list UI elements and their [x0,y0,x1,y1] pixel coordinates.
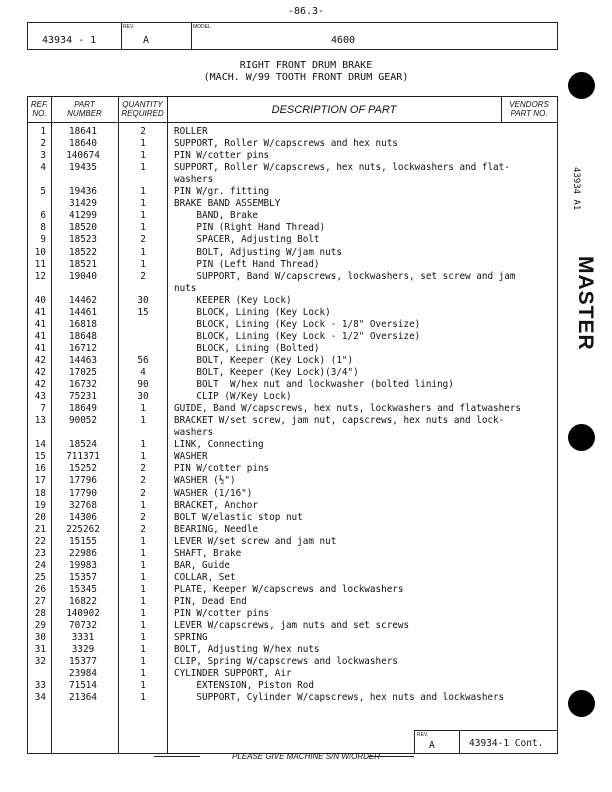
column-header-part-line: NUMBER [67,109,102,118]
quantity-cell: 1 [140,403,146,415]
ref-cell: 11 [34,258,46,270]
footer-rev-cell [415,731,460,753]
table-row [28,524,557,536]
ref-cell: 26 [34,583,46,595]
description-cell: PIN (Left Hand Thread) [174,258,320,270]
ref-cell: 40 [34,294,46,306]
quantity-cell: 1 [140,656,146,668]
description-cell: PIN W/gr. fitting [174,186,270,198]
description-cell: BOLT W/hex nut and lockwasher (bolted lining) [174,379,454,391]
ref-cell: 22 [34,535,46,547]
description-cell: SUPPORT, Band W/capscrews, lockwashers, set screw and jam [174,270,516,282]
description-cell: PLATE, Keeper W/capscrews and lockwashers [174,583,404,595]
part-number-cell: 140674 [66,150,100,162]
part-number-cell: 17790 [69,487,97,499]
punch-hole [568,424,595,451]
model-cell [191,23,556,49]
table-row [28,488,557,500]
ref-cell: 9 [40,234,46,246]
part-number-cell: 140902 [66,608,100,619]
title-line-1: RIGHT FRONT DRUM BRAKE [239,60,373,71]
ref-cell: 41 [34,330,46,342]
quantity-cell: 1 [140,644,146,656]
document-header [27,22,558,50]
doc-number-cell [28,23,122,49]
title-line-2: (MACH. W/99 TOOTH FRONT DRUM GEAR) [203,72,409,83]
footer-doc-cell [463,731,555,753]
description-cell: PIN W/cotter pins [174,463,270,475]
column-header-ref [28,100,51,118]
table-row [28,560,557,572]
table-row [28,186,557,198]
footer-note: PLEASE GIVE MACHINE S/N W/ORDER [231,752,381,761]
part-number-cell: 71514 [69,680,97,692]
ref-cell: 6 [40,210,46,222]
part-number-cell: 31429 [69,198,97,210]
part-number-cell: 15155 [69,535,97,547]
part-number-cell: 16822 [69,595,97,607]
table-row [28,584,557,596]
description-cell: LEVER W/set screw and jam nut [174,535,337,547]
quantity-cell: 1 [140,186,146,198]
quantity-cell: 1 [140,222,146,234]
table-row [28,668,557,680]
description-cell: CLIP (W/Key Lock) [174,391,292,403]
ref-cell: 34 [34,692,46,704]
part-number-cell: 17796 [69,475,97,487]
part-number-cell: 70732 [69,620,97,632]
description-cell: SPRING [174,632,208,644]
ref-cell: 25 [34,571,46,583]
table-row [28,271,557,283]
quantity-cell: 1 [140,499,146,511]
part-number-cell: 15377 [69,656,97,668]
table-row [28,548,557,560]
ref-cell: 33 [34,680,46,692]
ref-cell: 19 [34,499,46,511]
table-row [28,174,557,186]
table-row [28,536,557,548]
column-header-qty-line: REQUIRED [121,109,164,118]
ref-cell: 28 [34,608,46,619]
table-row [28,656,557,668]
description-cell: COLLAR, Set [174,571,236,583]
ref-cell: 42 [34,354,46,366]
part-number-cell: 32768 [69,499,97,511]
quantity-cell: 1 [140,198,146,210]
quantity-cell: 1 [140,451,146,463]
part-number-cell: 16818 [69,318,97,330]
part-number-cell: 3331 [71,632,95,644]
ref-cell: 29 [34,620,46,632]
table-row [28,644,557,656]
table-row [28,463,557,475]
side-doc-ref: 43934 A1 [571,167,581,211]
quantity-cell: 1 [140,559,146,571]
quantity-cell: 1 [140,258,146,270]
rev-cell [121,23,192,49]
table-row [28,247,557,259]
quantity-cell: 1 [140,547,146,559]
part-number-cell: 18648 [69,330,97,342]
quantity-cell: 1 [140,668,146,680]
table-row [28,451,557,463]
part-number-cell: 22986 [69,547,97,559]
description-cell: BLOCK, Lining (Key Lock - 1/2" Oversize) [174,330,421,342]
description-cell: PIN, Dead End [174,595,247,607]
table-row [28,307,557,319]
ref-cell: 13 [34,415,46,427]
ref-cell: 41 [34,318,46,330]
description-cell: BOLT, Keeper (Key Lock) (1") [174,354,354,366]
ref-cell: 4 [40,162,46,174]
header-divider [28,122,557,123]
part-number-cell: 18523 [69,234,97,246]
quantity-cell: 2 [140,523,146,535]
ref-cell: 43 [34,391,46,403]
description-cell: SUPPORT, Roller W/capscrews and hex nuts [174,138,398,150]
part-number-cell: 711371 [66,451,100,463]
part-number-cell: 18520 [69,222,97,234]
description-cell: PIN W/cotter pins [174,150,270,162]
part-number-cell: 14462 [69,294,97,306]
part-number-cell: 18522 [69,246,97,258]
ref-cell: 17 [34,475,46,487]
quantity-cell: 2 [140,463,146,475]
table-row [28,572,557,584]
quantity-cell: 1 [140,439,146,451]
column-header-ref-line: REF. [30,100,49,109]
part-number-cell: 19040 [69,270,97,282]
description-cell: BLOCK, Lining (Bolted) [174,342,320,354]
quantity-cell: 30 [137,294,149,306]
part-number-cell: 15252 [69,463,97,475]
rev-label: REV. [123,24,135,30]
ref-cell: 23 [34,547,46,559]
quantity-cell: 4 [140,367,146,378]
description-cell: nuts [174,282,197,294]
ref-cell: 20 [34,511,46,523]
quantity-cell: 1 [140,632,146,644]
footer-box [414,730,558,754]
table-row [28,198,557,210]
description-cell: PIN W/cotter pins [174,608,270,619]
ref-cell: 15 [34,451,46,463]
description-cell: BRACKET, Anchor [174,499,258,511]
part-number-cell: 3329 [71,644,95,656]
table-row [28,632,557,644]
table-row [28,295,557,307]
part-number-cell: 19983 [69,559,97,571]
footer-doc-cont: 43934-1 Cont. [469,738,544,749]
description-cell: BAND, Brake [174,210,258,222]
description-cell: BOLT W/elastic stop nut [174,511,303,523]
table-row [28,222,557,234]
table-row [28,150,557,162]
ref-cell: 31 [34,644,46,656]
master-stamp: MASTER [574,256,597,351]
table-row [28,439,557,451]
description-cell: BRAKE BAND ASSEMBLY [174,198,281,210]
quantity-cell: 1 [140,583,146,595]
ref-cell: 7 [40,403,46,415]
part-number-cell: 14461 [69,306,97,318]
table-row [28,391,557,403]
table-row [28,475,557,487]
description-cell: KEEPER (Key Lock) [174,294,292,306]
ref-cell: 10 [34,246,46,258]
part-number-cell: 18641 [69,126,97,137]
table-row [28,138,557,150]
description-cell: LINK, Connecting [174,439,264,451]
column-header-qty-line: QUANTITY [122,100,163,109]
rev-value: A [143,35,150,46]
part-number-cell: 19435 [69,162,97,174]
table-row [28,415,557,427]
part-number-cell: 16732 [69,379,97,391]
table-row [28,596,557,608]
table-row [28,162,557,174]
quantity-cell: 1 [140,608,146,619]
part-number-cell: 90052 [69,415,97,427]
description-cell: BLOCK, Lining (Key Lock) [174,306,331,318]
quantity-cell: 1 [140,162,146,174]
part-number-cell: 16712 [69,342,97,354]
table-row [28,210,557,222]
description-cell: CYLINDER SUPPORT, Air [174,668,292,680]
table-row [28,126,557,138]
model-label: MODEL [193,24,211,30]
table-row [28,234,557,246]
description-cell: SPACER, Adjusting Bolt [174,234,320,246]
description-cell: ROLLER [174,126,208,137]
part-number-cell: 18640 [69,138,97,150]
part-number-cell: 75231 [69,391,97,403]
quantity-cell: 90 [137,379,149,391]
footer-rev-label: REV. [417,732,429,738]
description-cell: washers [174,427,214,439]
part-number-cell: 17025 [69,367,97,378]
table-row [28,355,557,367]
description-cell: BEARING, Needle [174,523,258,535]
ref-cell: 42 [34,367,46,378]
description-cell: BLOCK, Lining (Key Lock - 1/8" Oversize) [174,318,421,330]
part-number-cell: 14306 [69,511,97,523]
parts-table [27,96,558,754]
part-number-cell: 21364 [69,692,97,704]
table-row [28,680,557,692]
table-row [28,259,557,271]
punch-hole [568,72,595,99]
table-row [28,283,557,295]
description-cell: BOLT, Keeper (Key Lock)(3/4") [174,367,359,378]
ref-cell: 30 [34,632,46,644]
column-header-part-line: PART [74,100,95,109]
column-header-vendor-line: VENDORS [509,100,549,109]
quantity-cell: 2 [140,511,146,523]
description-cell: BAR, Guide [174,559,230,571]
quantity-cell: 2 [140,234,146,246]
quantity-cell: 2 [140,126,146,137]
description-cell: SUPPORT, Roller W/capscrews, hex nuts, lockwashers and flat- [174,162,510,174]
quantity-cell: 1 [140,680,146,692]
ref-cell: 24 [34,559,46,571]
ref-cell: 14 [34,439,46,451]
quantity-cell: 56 [137,354,149,366]
description-cell: washers [174,174,214,186]
quantity-cell: 1 [140,210,146,222]
table-row [28,367,557,379]
ref-cell: 21 [34,523,46,535]
description-cell: PIN (Right Hand Thread) [174,222,326,234]
column-header-vendor [501,100,557,118]
table-row [28,343,557,355]
description-cell: BOLT, Adjusting W/hex nuts [174,644,320,656]
quantity-cell: 1 [140,535,146,547]
doc-number: 43934 - 1 [42,35,97,46]
part-number-cell: 18521 [69,258,97,270]
ref-cell: 3 [40,150,46,162]
part-number-cell: 23984 [69,668,97,680]
description-cell: BOLT, Adjusting W/jam nuts [174,246,342,258]
table-row [28,620,557,632]
quantity-cell: 1 [140,692,146,704]
footer-rev-value: A [429,740,435,751]
description-cell: WASHER (½") [174,475,236,487]
table-row [28,692,557,704]
ref-cell: 41 [34,342,46,354]
ref-cell: 27 [34,595,46,607]
quantity-cell: 1 [140,150,146,162]
description-cell: GUIDE, Band W/capscrews, hex nuts, lockwashers and flatwashers [174,403,522,415]
description-cell: EXTENSION, Piston Rod [174,680,314,692]
table-row [28,500,557,512]
quantity-cell: 1 [140,246,146,258]
ref-cell: 2 [40,138,46,150]
punch-hole [568,690,595,717]
part-number-cell: 41299 [69,210,97,222]
description-cell: WASHER (1/16") [174,487,253,499]
table-row [28,319,557,331]
ref-cell: 8 [40,222,46,234]
column-header-part [51,100,118,118]
description-cell: SUPPORT, Cylinder W/capscrews, hex nuts and lockwashers [174,692,505,704]
quantity-cell: 2 [140,270,146,282]
description-cell: CLIP, Spring W/capscrews and lockwashers [174,656,398,668]
description-cell: WASHER [174,451,208,463]
ref-cell: 18 [34,487,46,499]
table-row [28,427,557,439]
table-row [28,331,557,343]
column-header-vendor-line: PART NO. [510,109,548,118]
quantity-cell: 1 [140,415,146,427]
quantity-cell: 30 [137,391,149,403]
quantity-cell: 2 [140,487,146,499]
description-cell: SHAFT, Brake [174,547,242,559]
part-number-cell: 15345 [69,583,97,595]
ref-cell: 16 [34,463,46,475]
column-header-qty [118,100,167,118]
table-row [28,608,557,620]
quantity-cell: 1 [140,571,146,583]
part-number-cell: 18524 [69,439,97,451]
column-header-desc: DESCRIPTION OF PART [271,104,397,116]
column-header-ref-line: NO. [32,109,47,118]
table-row [28,403,557,415]
ref-cell: 12 [34,270,46,282]
ref-cell: 5 [40,186,46,198]
quantity-cell: 1 [140,138,146,150]
quantity-cell: 2 [140,475,146,487]
part-number-cell: 225262 [66,523,100,535]
page-number: -86.3- [287,6,325,17]
model-value: 4600 [331,35,356,46]
description-cell: BRACKET W/set screw, jam nut, capscrews, hex nuts and lock- [174,415,505,427]
description-cell: LEVER W/capscrews, jam nuts and set screws [174,620,410,632]
quantity-cell: 1 [140,595,146,607]
part-number-cell: 18649 [69,403,97,415]
quantity-cell: 1 [140,620,146,632]
ref-cell: 41 [34,306,46,318]
ref-cell: 1 [40,126,46,137]
part-number-cell: 15357 [69,571,97,583]
table-row [28,379,557,391]
table-row [28,512,557,524]
part-number-cell: 14463 [69,354,97,366]
part-number-cell: 19436 [69,186,97,198]
ref-cell: 32 [34,656,46,668]
ref-cell: 42 [34,379,46,391]
quantity-cell: 15 [137,306,149,318]
